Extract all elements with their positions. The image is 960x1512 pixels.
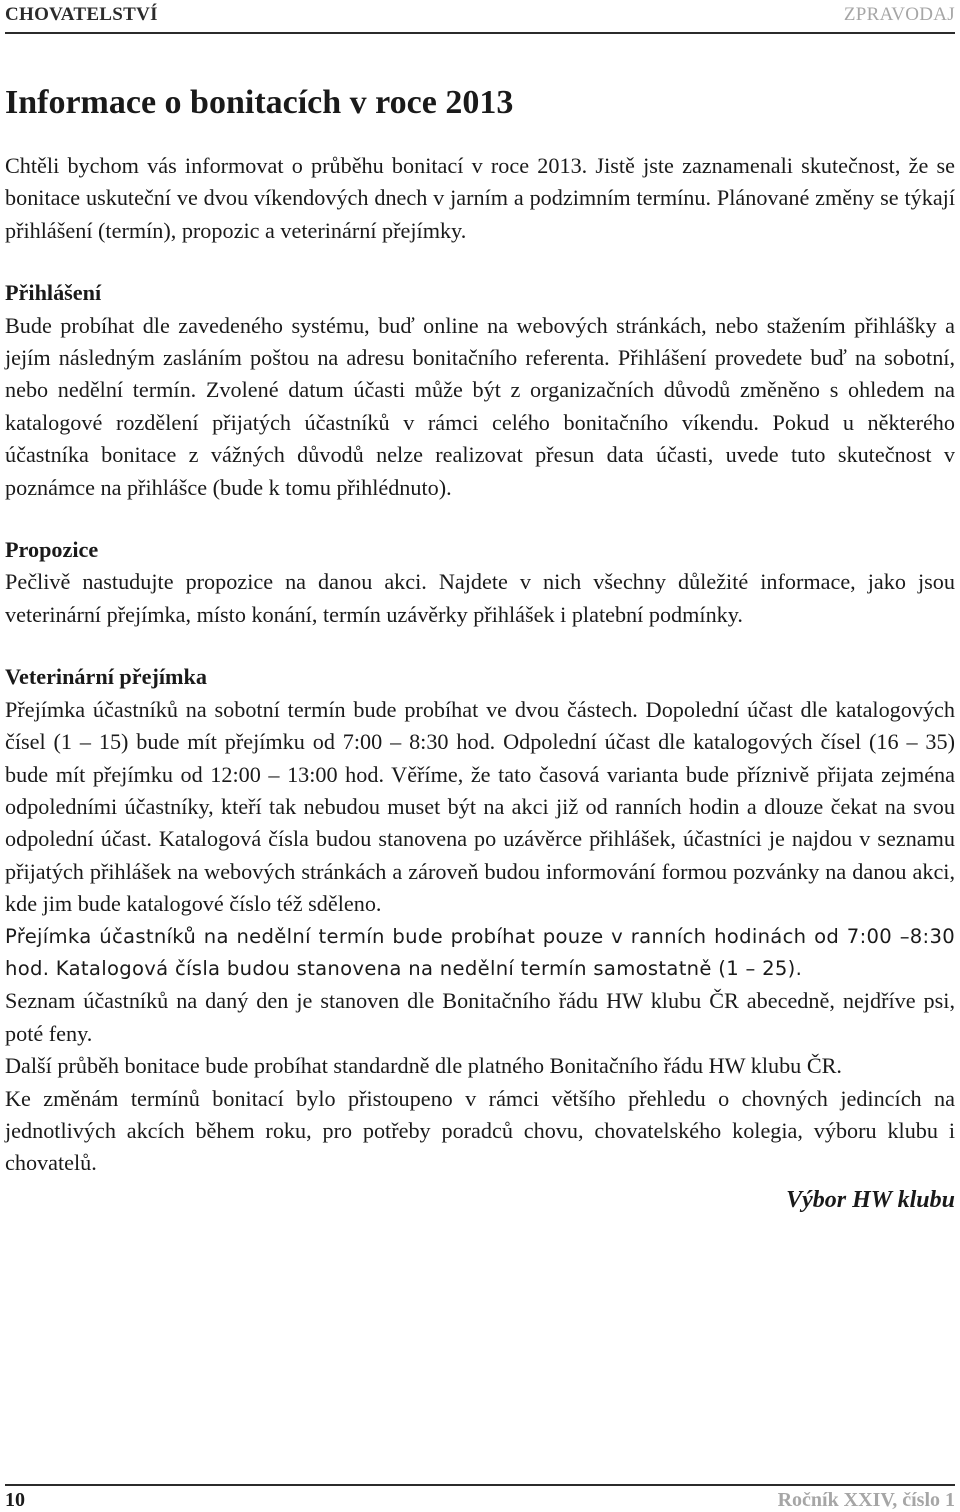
veterinary-paragraph-further: Další průběh bonitace bude probíhat standardně dle platného Bonitačního řádu HW klubu ČR. xyxy=(5,1053,842,1079)
section-heading-propositions: Propozice xyxy=(5,537,99,563)
section-propositions xyxy=(5,534,955,631)
footer-rule xyxy=(5,1484,955,1486)
intro-paragraph: Chtěli bychom vás informovat o průběhu bonitací v roce 2013. Jistě jste zaznamenali skutečnost, že se bonitace uskuteční ve dvou víkendových dnech v jarním a podzimním termínu. Plánované změny se týkají přihlášení (termín), propozic a veterinární přejímky. xyxy=(5,153,955,243)
running-head xyxy=(5,0,955,30)
registration-paragraph: Bude probíhat dle zavedeného systému, buď online na webových stránkách, nebo stažením přihlášky a jejím následným zasláním poštou na adresu bonitačního referenta. Přihlášení provedete buď na sobotní, nebo nedělní termín. Zvolené datum účasti může být z organizačních důvodů změněno s ohledem na katalogové rozdělení přijatých účastníků v rámci celého bonitačního víkendu. Pokud u některého účastníka bonitace z vážných důvodů nelze realizovat přesun data účasti, uvede tuto skutečnost v poznámce na přihlášce (bude k tomu přihlédnuto). xyxy=(5,312,955,500)
article-title: Informace o bonitacích v roce 2013 xyxy=(5,84,514,121)
issue-label: Ročník XXIV, číslo 1 xyxy=(777,1488,955,1511)
section-registration xyxy=(5,277,955,504)
section-veterinary-check xyxy=(5,661,955,1082)
article xyxy=(5,76,955,1218)
publication-label: ZPRAVODAJ xyxy=(843,4,955,25)
veterinary-paragraph-saturday: Přejímka účastníků na sobotní termín bude probíhat ve dvou částech. Dopolední účast dle katalogových čísel (1 – 15) bude mít přejímku od 7:00 – 8:30 hod. Odpolední účast dle katalogových čísel (16 – 35) bude mít přejímku od 12:00 – 13:00 hod. Věříme, že tato časová varianta bude příznivě přijata zejména odpoledními účastníky, kteří tak nebudou muset být na akci již od ranních hodin a dlouze čekat na svou odpolední účast. Katalogová čísla budou stanovena po uzávěrce přihlášek, účastníci je najdou v seznamu přijatých přihlášek na webových stránkách a zároveň budou informování formou pozvánky na danou akci, kde jim bude katalogové číslo též sděleno. xyxy=(5,696,955,917)
footer xyxy=(5,1488,955,1512)
closing-paragraph: Ke změnám termínů bonitací bylo přistoupeno v rámci většího přehledu o chovných jedincích na jednotlivých akcích během roku, pro potřeby poradců chovu, chovatelského kolegia, výboru klubu i chovatelů. xyxy=(5,1085,955,1176)
signature: Výbor HW klubu xyxy=(786,1186,955,1213)
page-number: 10 xyxy=(5,1488,25,1511)
section-heading-registration: Přihlášení xyxy=(5,280,102,306)
header-rule xyxy=(5,32,955,34)
section-heading-veterinary-check: Veterinární přejímka xyxy=(5,664,207,690)
propositions-paragraph: Pečlivě nastudujte propozice na danou akci. Najdete v nich všechny důležité informace, jako jsou veterinární přejímka, místo konání, termín uzávěrky přihlášek i platební podmínky. xyxy=(5,569,955,627)
veterinary-paragraph-order: Seznam účastníků na daný den je stanoven dle Bonitačního řádu HW klubu ČR abecedně, nejdříve psi, poté feny. xyxy=(5,988,955,1046)
veterinary-paragraph-sunday: Přejímka účastníků na nedělní termín bude probíhat pouze v ranních hodinách od 7:00 –8:30 hod. Katalogová čísla budou stanovena na nedělní termín samostatně (1 – 25). xyxy=(5,924,955,980)
section-label: CHOVATELSTVÍ xyxy=(5,4,158,25)
